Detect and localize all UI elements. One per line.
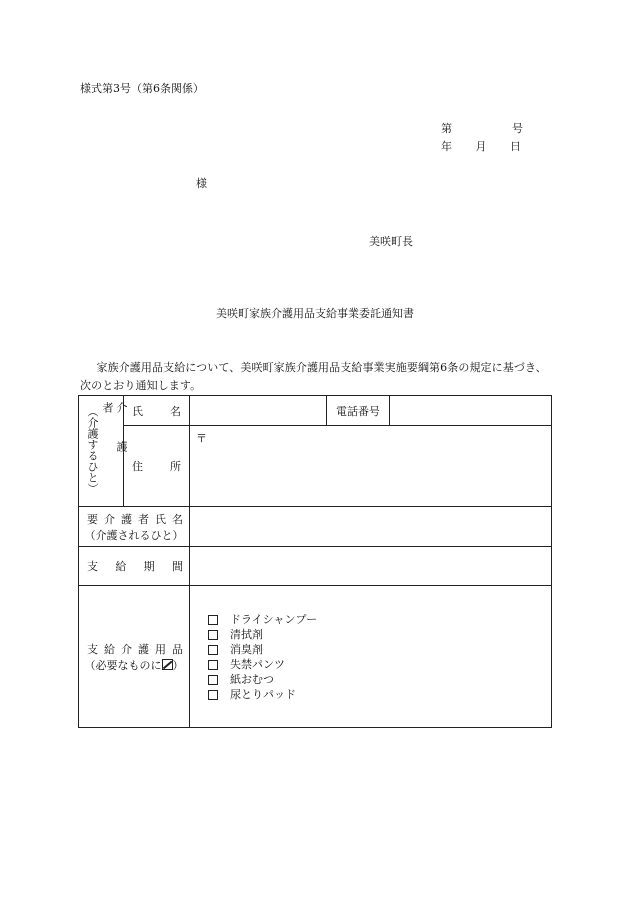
date-month: 月 <box>475 140 487 153</box>
supplies-sub-prefix: （必要なものに <box>84 658 162 672</box>
supplies-field <box>190 586 552 728</box>
supplies-label-char: 介 <box>121 642 132 656</box>
caregiver-label-cell <box>79 396 128 507</box>
checkbox-icon[interactable] <box>208 645 218 655</box>
supplies-label-char: 護 <box>138 642 149 656</box>
supply-item-label: 消臭剤 <box>230 642 263 656</box>
supply-item-label: 尿とりパッド <box>230 687 296 701</box>
supplies-label-cell <box>79 586 190 728</box>
recipient-label-cell <box>79 507 190 547</box>
phone-label: 電話番号 <box>336 404 380 418</box>
address-label-2: 所 <box>170 460 181 474</box>
supply-item <box>208 627 551 642</box>
checkbox-icon[interactable] <box>208 615 218 625</box>
caregiver-label <box>100 402 128 506</box>
caregiver-label-text: 介護者 <box>101 402 128 480</box>
checkbox-icon[interactable] <box>208 690 218 700</box>
supply-item <box>208 612 551 627</box>
document-number-line <box>441 120 523 136</box>
supplies-sub-label <box>79 657 189 673</box>
table-row <box>79 426 552 507</box>
recipient-label-char: 名 <box>172 512 183 526</box>
period-label <box>79 558 189 574</box>
supplies-label-char: 品 <box>172 642 183 656</box>
issuer: 美咲町長 <box>369 235 413 248</box>
address-field[interactable] <box>190 426 552 507</box>
number-suffix: 号 <box>512 122 523 135</box>
period-label-char: 給 <box>115 560 127 573</box>
address-label-cell <box>124 426 190 507</box>
checkbox-icon[interactable] <box>208 630 218 640</box>
supplies-label-char: 給 <box>104 642 115 656</box>
name-label-cell <box>124 396 190 426</box>
form-number: 様式第3号（第6条関係） <box>80 82 204 95</box>
recipient-label-char: 介 <box>104 512 115 526</box>
name-label-1: 氏 <box>132 404 143 418</box>
period-label-cell <box>79 547 190 586</box>
checkbox-icon[interactable] <box>208 675 218 685</box>
body-text: 家族介護用品支給について、美咲町家族介護用品支給事業実施要綱第6条の規定に基づき、次のとおり通知します。 <box>80 361 547 392</box>
phone-label-cell <box>327 396 390 426</box>
recipient-label-char: 要 <box>87 512 98 526</box>
number-prefix: 第 <box>441 122 452 135</box>
postal-mark: 〒 <box>196 432 207 446</box>
period-label-char: 期 <box>143 560 155 573</box>
supplies-label-char: 用 <box>155 642 166 656</box>
period-label-char: 間 <box>171 560 183 573</box>
recipient-label-char: 護 <box>121 512 132 526</box>
supplies-label <box>79 641 189 657</box>
date-year: 年 <box>441 140 452 153</box>
supply-item <box>208 672 551 687</box>
period-field[interactable] <box>190 547 552 586</box>
date-line <box>441 138 521 154</box>
period-label-char: 支 <box>87 560 98 573</box>
address-label-1: 住 <box>132 460 143 474</box>
checked-box-icon <box>162 659 173 670</box>
supply-item <box>208 642 551 657</box>
recipient-sub-label: （介護されるひと） <box>84 528 184 542</box>
caregiver-sub-label: （介護するひと） <box>86 406 99 494</box>
supply-item-label: 清拭剤 <box>230 627 263 641</box>
table-row <box>79 586 552 728</box>
table-row <box>79 507 552 547</box>
supplies-label-char: 支 <box>87 642 98 656</box>
addressee: 様 <box>196 177 207 190</box>
recipient-label <box>79 511 189 527</box>
notification-table <box>78 395 552 728</box>
recipient-label-char: 氏 <box>155 512 166 526</box>
table-row <box>79 396 552 426</box>
supplies-sub-suffix: ） <box>172 658 184 672</box>
name-label-2: 名 <box>170 404 181 418</box>
supply-item-label: ドライシャンプー <box>230 612 318 626</box>
recipient-name-field[interactable] <box>190 507 552 547</box>
caregiver-name-field[interactable] <box>190 396 327 426</box>
table-row <box>79 547 552 586</box>
recipient-label-char: 者 <box>138 512 149 526</box>
document-title: 美咲町家族介護用品支給事業委託通知書 <box>216 307 414 320</box>
supply-item <box>208 657 551 672</box>
date-day: 日 <box>510 140 521 153</box>
supply-item-list <box>190 612 551 702</box>
supply-item-label: 紙おむつ <box>230 672 274 686</box>
supply-item <box>208 687 551 702</box>
checkbox-icon[interactable] <box>208 660 218 670</box>
supply-item-label: 失禁パンツ <box>230 657 285 671</box>
phone-field[interactable] <box>390 396 552 426</box>
